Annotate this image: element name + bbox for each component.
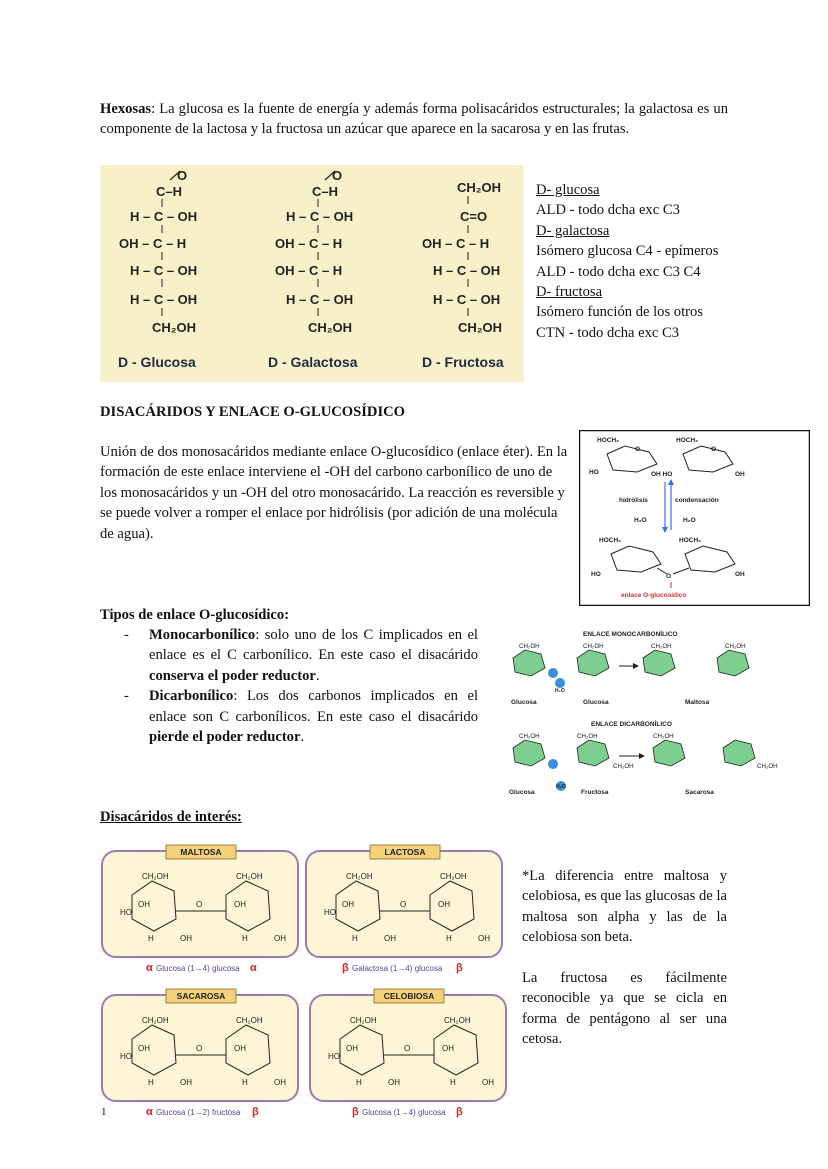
oh-label: OH [735,471,745,478]
note-line: ALD - todo dcha exc C3 C4 [536,263,701,280]
interes-note2: La fructosa es fácilmente reconocible ya que se cicla en forma de pentágono al ser una cetosa. [522,970,727,1048]
svg-text:OH – C – H: OH – C – H [422,236,490,251]
interes-note1: *La diferencia entre maltosa y celobiosa, es que las glucosas de la maltosa son alpha y las de la celobiosa son beta. [522,868,727,946]
disacaridos-heading: DISACÁRIDOS Y ENLACE O-GLUCOSÍDICO [100,404,406,420]
tipo-di [100,686,478,747]
hoch2-label: HOCH₂ [599,537,622,544]
hoch2-label: HOCH₂ [597,437,620,444]
mono-rings [513,650,749,688]
di-label: Dicarbonílico [149,688,234,705]
h2o-out: H₂O [683,517,696,524]
panel-maltosa [102,845,298,974]
svg-text:CH₂OH: CH₂OH [152,320,197,335]
svg-text:H – C – OH: H – C – OH [286,209,354,224]
hexosas-text: : La glucosa es la fuente de energía y además forma polisacáridos estructurales; la galactosa es un componente de la lactosa y la fructosa un azúcar que aparece en la sacarosa y en las frutas. [100,101,728,138]
panel-suffix: β [456,962,463,974]
enlace-label: enlace O-glucosídico [621,592,687,599]
hoch2-label: HOCH₂ [676,437,699,444]
panel-title: SACAROSA [176,991,226,1001]
svg-text:CH₂OH: CH₂OH [458,320,503,335]
h2o-label: H₂O [556,784,566,790]
tipo-mono [100,625,478,686]
svg-text:H – C – OH: H – C – OH [130,209,198,224]
hexosas-label: Hexosas [100,101,152,117]
mono-text: : solo uno de los C implicados en el enlace es el C carbonílico. En este caso el disacárido [149,627,478,664]
disacc-panels [100,843,510,1126]
panel-title: MALTOSA [180,847,222,857]
panel-caption: Galactosa (1→4) glucosa [352,964,443,973]
svg-text:CH₂OH: CH₂OH [308,320,353,335]
svg-text:H – C – OH: H – C – OH [130,292,198,307]
svg-text:C–H: C–H [312,184,339,199]
panel-title: LACTOSA [384,847,426,857]
mono-label: Monocarbonílico [149,627,256,643]
ch2oh-label: CH₂OH [651,643,672,650]
svg-text:OH – C – H: OH – C – H [119,236,187,251]
sacarosa-label: Sacarosa [685,789,714,796]
ch2oh-label: CH₂OH [725,643,746,650]
maltosa-label: Maltosa [685,699,710,706]
ring-o: O [635,446,641,453]
svg-text:O: O [177,168,188,183]
panel-sacarosa [102,989,298,1118]
di-end: . [300,729,305,746]
svg-text:OH – C – H: OH – C – H [275,263,343,278]
ch2oh-label: CH₂OH [519,643,540,650]
note-dfructosa: D- fructosa [536,284,603,301]
glucosa-label: Glucosa [511,699,537,706]
panel-prefix: α [146,1106,153,1118]
ch2oh-label: CH₂OH [583,643,604,650]
note-dgalactosa: D- galactosa [536,222,610,239]
svg-text:H – C – OH: H – C – OH [130,263,198,278]
note-line: CTN - todo dcha exc C3 [536,324,680,341]
svg-text:O: O [332,168,343,183]
di-title: ENLACE DICARBONÍLICO [591,721,672,728]
note-line: Isómero glucosa C4 - epímeros [536,243,719,260]
svg-text:C=O: C=O [460,209,488,224]
di-bold: pierde el poder reductor [149,729,301,746]
ch2oh-label: CH₂OH [757,763,778,770]
h2o-label: H₂O [555,688,565,694]
svg-text:H – C – OH: H – C – OH [286,292,354,307]
note-dglucosa: D- glucosa [536,182,600,198]
ch2oh-label: CH₂OH [577,733,598,740]
ring-o: O [711,446,717,453]
glucosa-label: D - Glucosa [118,354,196,370]
svg-text:H – C – OH: H – C – OH [433,292,501,307]
disacaridos-paragraph: Unión de dos monosacáridos mediante enlace O-glucosídico (enlace éter). En la formación de este enlace interviene el -OH del carbono carbonílico de uno de los monosacáridos y un -OH del otro monosacárido. La reacción es reversible y se puede volver a romper el enlace por hidrólisis (por adición de una molécula de agua). [100,444,568,542]
tipos-heading: Tipos de enlace O-glucosídico: [100,607,290,623]
page-number: 1 [101,1106,107,1118]
condensacion-label: condensación [675,497,719,504]
fructosa-label: Fructosa [581,789,609,796]
hexosas-paragraph [100,99,728,140]
panel-prefix: β [342,962,349,974]
svg-text:CH₂OH: CH₂OH [457,180,502,195]
ohho-label: OH HO [651,471,673,478]
panel-celobiosa [310,989,506,1118]
svg-text:C–H: C–H [156,184,183,199]
svg-text:OH – C – H: OH – C – H [275,236,343,251]
svg-text:H – C – OH: H – C – OH [433,263,501,278]
mono-end: . [315,667,320,684]
hoch2-label: HOCH₂ [679,537,702,544]
galactosa-label: D - Galactosa [268,354,358,370]
ho-label: HO [591,571,601,578]
mono-title: ENLACE MONOCARBONÍLICO [583,631,678,638]
panel-prefix: β [352,1106,359,1118]
hexose-notes [536,180,736,343]
panel-caption: Glucosa (1→4) glucosa [156,964,240,973]
note-line: ALD - todo dcha exc C3 [536,202,680,219]
hexose-figure [100,165,524,382]
interes-heading: Disacáridos de interés: [100,809,242,825]
glucosa-label: Glucosa [509,789,535,796]
ho-label: HO [589,469,599,476]
ch2oh-label: CH₂OH [519,733,540,740]
ch2oh-label: CH₂OH [653,733,674,740]
panel-caption: Glucosa (1→2) fructosa [156,1108,241,1117]
panel-suffix: β [252,1106,259,1118]
mono-bold: conserva el poder reductor [149,667,316,684]
tipos-list [100,625,478,747]
h2o-in: H₂O [634,517,647,524]
enlace-figure [495,628,785,798]
panel-suffix: β [456,1106,463,1118]
hidrolisis-label: hidrólisis [619,497,648,504]
panel-suffix: α [250,962,257,974]
panel-lactosa [306,845,502,974]
oh-label: OH [735,571,745,578]
fructosa-label: D - Fructosa [422,354,504,370]
bridge-o: O [666,573,672,580]
di-text: : Los dos carbonos implicados en el enlace son C carbonílicos. En este caso el disacárido [149,688,478,725]
ch2oh-label: CH₂OH [613,763,634,770]
bond-figure [579,430,810,606]
panel-prefix: α [146,962,153,974]
di-rings [513,740,755,791]
glucosa-label: Glucosa [583,699,609,706]
panel-title: CELOBIOSA [383,991,435,1001]
panel-caption: Glucosa (1→4) glucosa [362,1108,446,1117]
note-line: Isómero función de los otros [536,304,703,321]
